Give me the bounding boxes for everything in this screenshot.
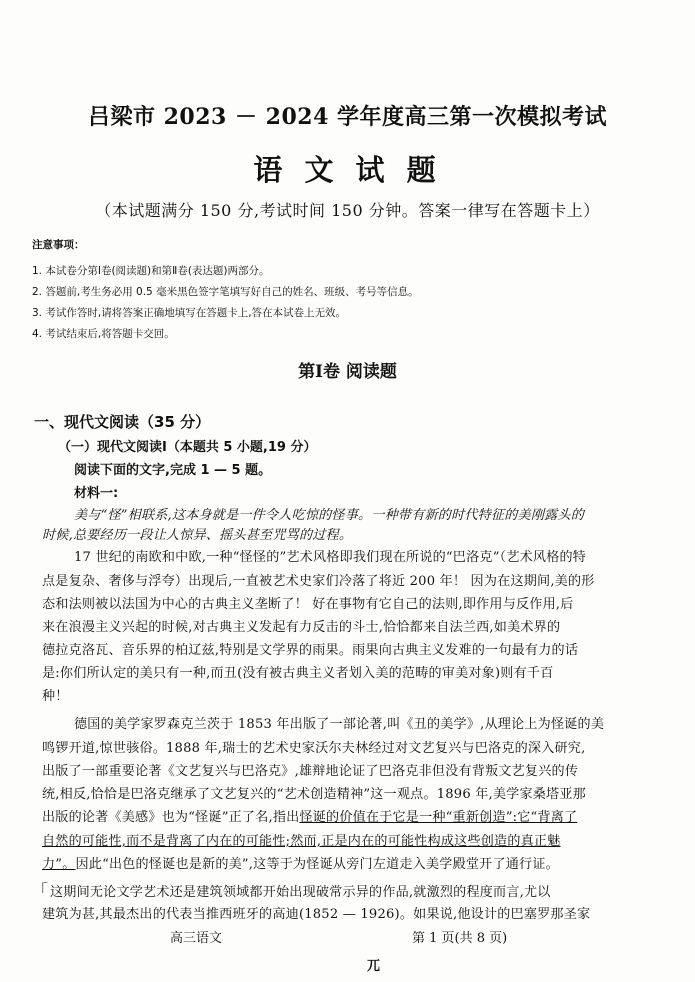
- body-line: [42, 806, 577, 825]
- body-line: 建筑为甚,其最杰出的代表当推西班牙的高迪(1852 — 1926)。如果说,他设计的巴塞罗那圣家: [42, 907, 591, 922]
- body-text: 因此“出色的怪诞也是新的美”,这等于为怪诞从旁门左道走入美学殿堂开了通行证。: [75, 857, 559, 872]
- material-label: 材料一:: [74, 486, 119, 501]
- body-line: 来在浪漫主义兴起的时候,对古典主义发起有力反击的斗士,恰恰都来自法兰西,如美术界的: [42, 620, 561, 635]
- notice-heading: 注意事项：: [32, 239, 85, 251]
- body-line: 出版了一部重要论著《文艺复兴与巴洛克》,雄辩地论证了巴洛克非但没有背叛文艺复兴的传: [42, 764, 579, 779]
- notice-item: 1. 本试卷分第Ⅰ卷(阅读题)和第Ⅱ卷(表达题)两部分。: [32, 265, 270, 277]
- footer-page-number: 第 1 页(共 8 页): [412, 931, 508, 946]
- body-line: 态和法则被以法国为中心的古典主义垄断了！ 好在事物有它自己的法则,即作用与反作用,后: [42, 597, 574, 612]
- body-text: 出版的论著《美感》也为“怪诞”正了名,指出: [42, 810, 300, 825]
- body-line: 种！: [42, 689, 69, 704]
- body-line: 德拉克洛瓦、音乐界的柏辽兹,特别是文学界的雨果。雨果向古典主义发难的一句最有力的话: [42, 643, 579, 658]
- section-heading: 一、现代文阅读（35 分）: [34, 413, 211, 431]
- body-line: 鸣锣开道,惊世骇俗。1888 年,瑞士的艺术史家沃尔夫林经过对文艺复兴与巴洛克的深入研究,: [42, 741, 586, 756]
- body-line: 这期间无论文学艺术还是建筑领域都开始出现破常示异的作品,就激烈的程度而言,尤以: [50, 885, 551, 900]
- body-line: 是:你们所认定的美只有一种,而丑(没有被古典主义者划入美的范畴的审美对象)则有千百: [42, 666, 554, 681]
- underlined-text: 力”。: [42, 857, 76, 872]
- notice-item: 4. 考试结束后,将答题卡交回。: [32, 328, 175, 340]
- body-line: 17 世纪的南欧和中欧,一种“怪怪的”艺术风格即我们现在所说的“巴洛克”（艺术风格的特: [74, 550, 587, 565]
- reading-instruction: 阅读下面的文字,完成 1 — 5 题。: [74, 463, 272, 478]
- notice-item: 2. 答题前,考生务必用 0.5 毫米黑色签字笔填写好自己的姓名、班级、考号等信息。: [32, 286, 419, 298]
- exam-title: 吕梁市 2023 － 2024 学年度高三第一次模拟考试: [87, 104, 608, 130]
- body-line: [42, 853, 559, 872]
- bracket-mark: 「: [32, 881, 49, 900]
- underlined-text: 怪诞的价值在于它是一种“重新创造”:它“背离了: [299, 810, 578, 825]
- footer-mark: 兀: [367, 959, 381, 974]
- body-line: 德国的美学家罗森克兰茨于 1853 年出版了一部论著,叫《丑的美学》,从理论上为怪诞的美: [74, 717, 605, 732]
- body-line: 美与“怪”相联系,这本身就是一件令人吃惊的怪事。一种带有新的时代特征的美刚露头的: [74, 508, 585, 523]
- notice-item: 3. 考试作答时,请将答案正确地填写在答题卡上,答在本试卷上无效。: [32, 307, 347, 319]
- volume-title: 第Ⅰ卷 阅读题: [298, 362, 397, 382]
- subject-title: 语 文 试 题: [253, 153, 442, 187]
- exam-note: （本试题满分 150 分,考试时间 150 分钟。答案一律写在答题卡上）: [95, 201, 600, 220]
- body-line: 时候,总要经历一段让人惊异、摇头甚至咒骂的过程。: [42, 528, 353, 543]
- subsection-heading: （一）现代文阅读Ⅰ（本题共 5 小题,19 分）: [58, 440, 317, 455]
- footer-subject: 高三语文: [170, 931, 223, 946]
- underlined-line: 自然的可能性,而不是背离了内在的可能性;然而,正是内在的可能性构成这些创造的真正魅: [42, 834, 561, 849]
- body-line: 统,相反,恰恰是巴洛克继承了文艺复兴的“艺术创造精神”这一观点。1896 年,美学家桑塔亚那: [42, 787, 586, 802]
- body-line: 点是复杂、奢侈与浮夸）出现后,一直被艺术史家们冷落了将近 200 年！ 因为在这期间,美的形: [42, 574, 595, 589]
